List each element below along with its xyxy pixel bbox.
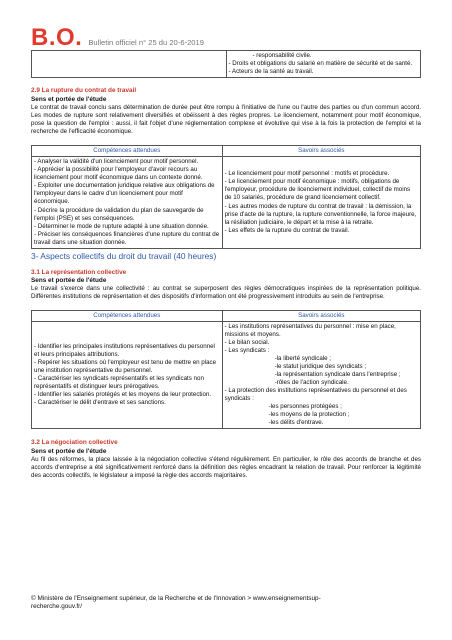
part-3-title: 3- Aspects collectifs du droit du travail (40 heures) [31, 250, 217, 261]
section-3-1-text: Le travail s'exerce dans une collectivité : au contrat se superposent des règles démocratiques inspirées de la représentation politique. Différentes institutions de représentation et des dispositifs d'information ont été progressivement introduits au sein de l'entreprise. [31, 285, 421, 301]
top-table-left [32, 51, 227, 78]
page-footer [31, 595, 421, 612]
list-item: - Déterminer le mode de rupture adapté à une situation donnée. [34, 222, 209, 230]
savoirs-header: Savoirs associés [222, 146, 420, 157]
list-item: - Caractériser le délit d'entrave et ses sanctions. [34, 399, 166, 407]
page-header [31, 24, 421, 51]
competences-header: Compétences attendues [32, 146, 223, 157]
list-item: - Identifier les salariés protégés et les moyens de leur protection. [34, 391, 212, 399]
list-item: -la représentation syndicale dans l'entreprise ; [274, 370, 401, 378]
footer-line: © Ministère de l'Enseignement supérieur, de la Recherche et de l'Innovation > www.enseignementsup- [31, 595, 321, 602]
section-3-1-subtitle: Sens et portée de l'étude [31, 277, 107, 285]
section-3-1-table [31, 310, 421, 430]
bo-logo: B.O. [31, 24, 83, 51]
section-3-2-title: 3.2 La négociation collective [31, 439, 118, 447]
competences-cell [32, 157, 223, 249]
competences-header: Compétences attendues [32, 310, 223, 321]
top-table-line: - responsabilité civile. [252, 52, 312, 59]
section-2-9-title: 2.9 La rupture du contrat de travail [31, 87, 137, 95]
section-3-2-subtitle: Sens et portée de l'étude [31, 447, 107, 455]
top-table-line: - Acteurs de la santé au travail. [228, 68, 314, 76]
list-item: - Apprécier la possibilité pour l'employeur d'avoir recours au licenciement pour motif économique dans un contexte donné. [34, 166, 203, 182]
list-item: - Le licenciement pour motif économique : motifs, obligations de l'employeur, procédure de licenciement individuel, collectif de moins de 10 salariés, procédure de grand licenciement collectif. [224, 178, 411, 202]
list-item: - Analyser la validité d'un licenciement pour motif personnel. [34, 158, 199, 166]
list-item: - Identifier les principales institutions représentatives du personnel et leurs principales attributions. [34, 342, 215, 358]
list-item: - Préciser les conséquences financières d'une rupture du contrat de travail dans une situation donnée. [34, 230, 220, 246]
competences-cell [32, 321, 223, 429]
list-item: - Décrire la procédure de validation du plan de sauvegarde de l'emploi (PSE) et ses conséquences. [34, 206, 204, 222]
section-3-1-title: 3.1 La représentation collective [31, 268, 127, 276]
list-item: - La protection des institutions représentatives du personnel et des syndicats : [224, 387, 407, 403]
list-item: -le statut juridique des syndicats ; [274, 362, 367, 370]
list-item: - Le licenciement pour motif personnel : motifs et procédure. [224, 170, 390, 178]
savoirs-cell [222, 157, 420, 249]
list-item: - Les syndicats : [224, 346, 270, 354]
section-3-2-text: Au fil des réformes, la place laissée à la négociation collective s'étend régulièrement. En particulier, le rôle des accords de branche et des accords d'entreprise a été significativement renforcé dans la définition des règles encadrant la relation de travail. Pour renforcer la légitimité des accords collectifs, le législateur a imposé la règle des accords majoritaires. [31, 456, 421, 480]
list-item: -la liberté syndicale ; [274, 354, 332, 362]
footer-line: recherche.gouv.fr/ [31, 603, 83, 611]
list-item: - Les institutions représentatives du personnel : mise en place, missions et moyens. [224, 322, 396, 338]
section-2-9-subtitle: Sens et portée de l'étude [31, 95, 107, 103]
list-item: - Caractériser les syndicats représentatifs et les syndicats non représentatifs et distinguer leurs prérogatives. [34, 375, 204, 391]
list-item: - Les effets de la rupture du contrat de travail. [224, 226, 350, 234]
top-table [31, 50, 421, 78]
section-2-9-table [31, 145, 421, 249]
bulletin-title: Bulletin officiel n° 25 du 20-6-2019 [88, 38, 204, 47]
list-item: -rôles de l'action syndicale. [274, 379, 349, 387]
list-item: -les moyens de la protection ; [268, 411, 350, 419]
list-item: - Les autres modes de rupture du contrat de travail : la démission, la prise d'acte de la rupture, la rupture conventionnelle, la force majeure, la résiliation judiciaire, le départ et la mise à la retraite. [224, 202, 417, 226]
list-item: -les personnes protégées ; [268, 403, 342, 411]
top-table-line: - Droits et obligations du salarié en matière de sécurité et de santé. [228, 60, 413, 68]
savoirs-cell [222, 321, 420, 429]
savoirs-header: Savoirs associés [222, 310, 420, 321]
top-table-right [226, 51, 421, 78]
list-item: - Le bilan social. [224, 338, 270, 346]
list-item: -les délits d'entrave. [268, 419, 324, 427]
list-item: - Repérer les situations où l'employeur est tenu de mettre en place une institution représentative du personnel. [34, 358, 217, 374]
list-item: - Exploiter une documentation juridique relative aux obligations de l'employeur dans le cadre d'un licenciement pour motif économique. [34, 182, 215, 206]
section-2-9-text: Le contrat de travail conclu sans détermination de durée peut être rompu à l'initiative de l'une ou l'autre des parties ou d'un commun accord. Les modes de rupture sont relativement diversifiés et obéissent à des règles propres. Le licenciement, notamment pour motif économique, pose la question de l'emploi : aussi, il fait l'objet d'une réglementation complexe et évolutive qui vise à la fois la protection de l'emploi et la recherche de l'efficacité économique. [31, 103, 421, 136]
